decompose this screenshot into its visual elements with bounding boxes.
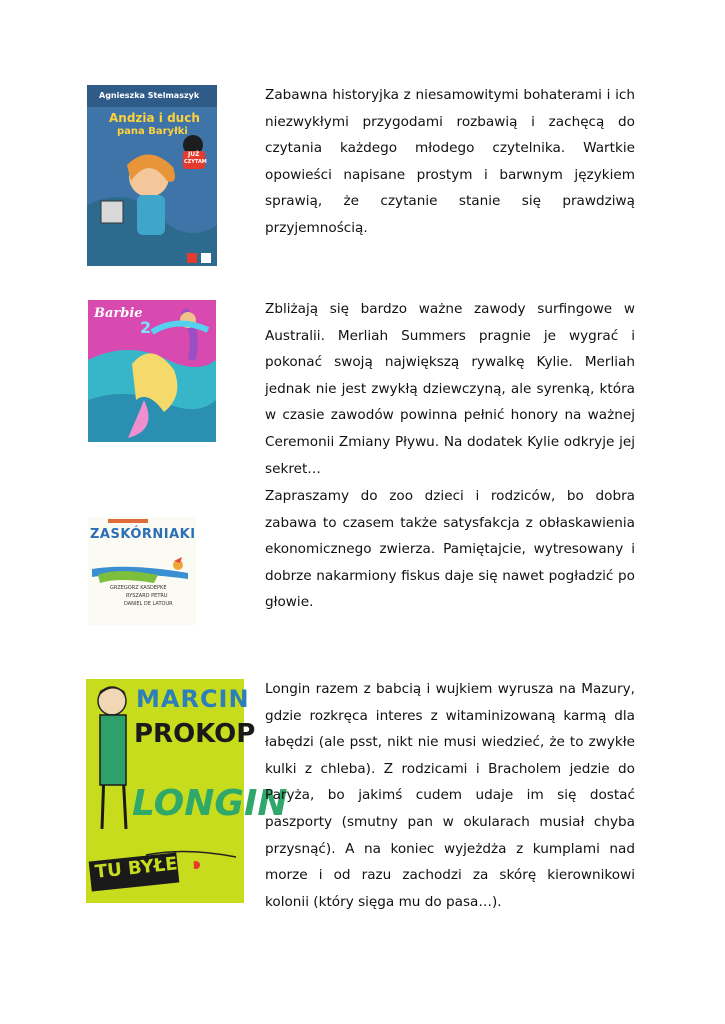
book-cover-1 xyxy=(87,85,217,266)
cover-author: Agnieszka Stelmaszyk xyxy=(99,91,200,100)
cover-badge-line1: JUŻ xyxy=(188,151,200,158)
cover-illustration xyxy=(88,300,216,442)
cover-badge-line2: CZYTAM xyxy=(184,159,207,165)
cover-credit-3: DANIEL DE LATOUR xyxy=(124,601,173,607)
cover-title: LONGIN xyxy=(132,783,288,824)
cover-credit-2: RYSZARD PETRU xyxy=(126,593,168,599)
cover-title-line2: pana Baryłki xyxy=(117,126,188,137)
book-description-2: Zbliżają się bardzo ważne zawody surfingowe w Australii. Merliah Summers pragnie je wygrać i pokonać swoją największą rywalkę Kylie. Merliah jednak nie jest zwykłą dziewczyną, ale syrenką, która w czasie zawodów powinna pełnić honory na ważnej Ceremonii Zmiany Pływu. Na dodatek Kylie odkryje jej sekret… xyxy=(265,301,635,477)
book-cover-2 xyxy=(88,300,216,442)
cover-author-first: MARCIN xyxy=(136,685,250,713)
book-description-1: Zabawna historyjka z niesamowitymi bohaterami i ich niezwykłymi przygodami rozbawią i zachęcą do czytania każdego młodego czytelnika. Wartkie opowieści napisane prostym i barwnym językiem sprawią, że czytanie stanie się prawdziwą przyjemnością. xyxy=(265,87,635,236)
cover-number: 2 xyxy=(140,318,152,337)
cover-author-last: PROKOP xyxy=(134,719,256,749)
book-description-3: Zapraszamy do zoo dzieci i rodziców, bo dobra zabawa to czasem także satysfakcja z obłaskawienia ekonomicznego zwierza. Pamiętajcie, wytresowany i dobrze nakarmiony fiskus daje się nawet pogładzić po głowie. xyxy=(265,488,635,611)
cover-title: ZASKÓRNIAKI xyxy=(90,527,196,542)
book-cover-4 xyxy=(86,679,288,903)
cover-subtitle: TU BYŁEM xyxy=(94,851,197,883)
book-cover-3 xyxy=(88,517,196,625)
cover-title-line1: Andzia i duch xyxy=(109,111,200,125)
book-description-4: Longin razem z babcią i wujkiem wyrusza na Mazury, gdzie rozkręca interes z witaminizowaną karmą dla łabędzi (ale psst, nikt nie musi wiedzieć, że to zwykłe kulki z chleba). Z rodzicami i Bracholem jedzie do Paryża, bo jakimś cudem udaje im się dostać paszporty (smutny pan w okularach musiał chyba przysnąć). A na koniec wyjeżdża z kumplami nad morze i od razu zachodzi za skórę kierownikowi kolonii (który sięga mu do pasa…). xyxy=(265,681,635,910)
cover-credit-1: GRZEGORZ KASDEPKE xyxy=(110,585,167,591)
cover-brand: Barbie xyxy=(94,306,143,321)
